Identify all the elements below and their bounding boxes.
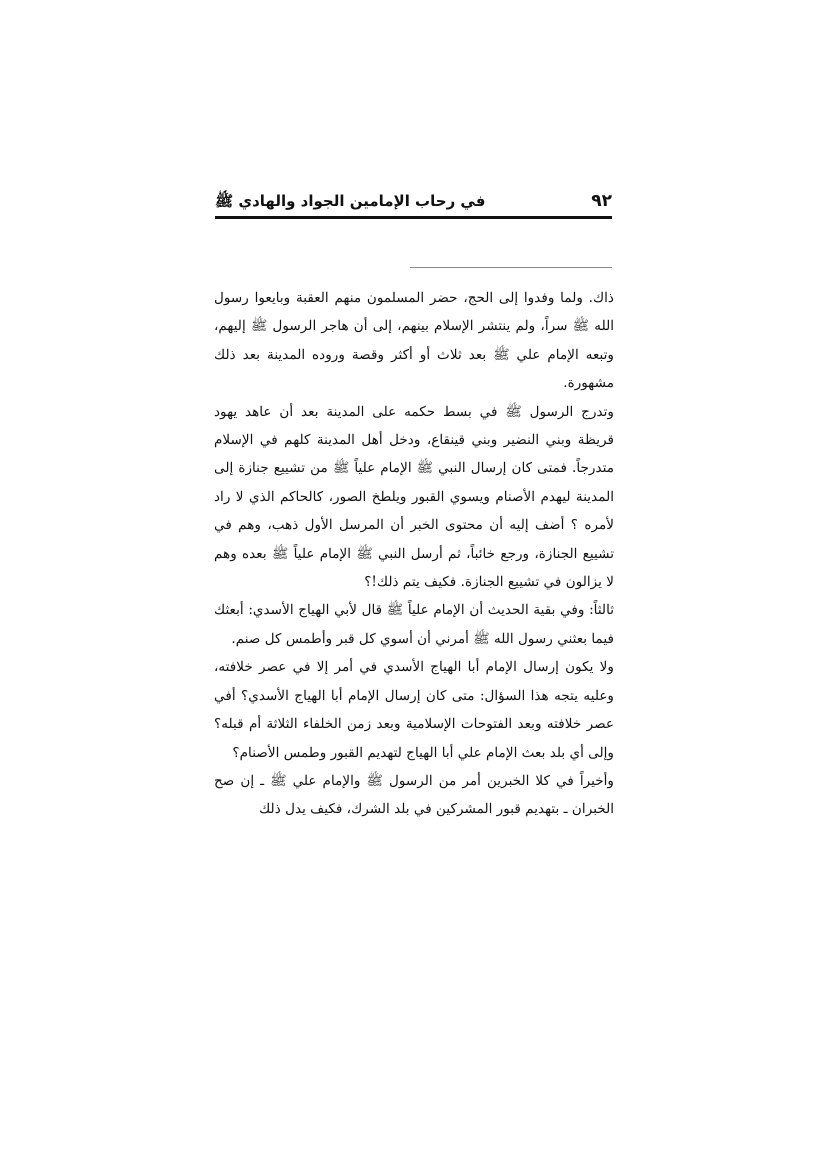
footnote-separator bbox=[410, 267, 612, 268]
paragraph-2: وتدرج الرسول ﷺ في بسط حكمه على المدينة بعد أن عاهد يهود قريظة وبني النضير وبني قينقاع، ودخل أهل المدينة كلهم في الإسلام متدرجاً. فمتى كان إرسال النبي ﷺ الإمام علياً ﷺ من تشييع جنازة إلى المدينة ليهدم الأصنام ويسوي القبور ويلطخ الصور، كالحاكم الذي لا راد لأمره ؟ أضف إليه أن محتوى الخبر أن المرسل الأول ذهب، وهم في تشييع الجنازة، ورجع خائباً، ثم أرسل النبي ﷺ الإمام علياً ﷺ بعده وهم لا يزالون في تشييع الجنازة. فكيف يتم ذلك!؟ bbox=[214, 403, 614, 591]
header-rule bbox=[215, 216, 612, 219]
paragraph-1: ذاك. ولما وفدوا إلى الحج، حضر المسلمون منهم العقبة وبايعوا رسول الله ﷺ سراً، ولم ينتشر الإسلام بينهم، إلى أن هاجر الرسول ﷺ إليهم، وتبعه الإمام علي ﷺ بعد ثلاث أو أكثر وقصة وروده المدينة بعد ذلك مشهورة. bbox=[214, 290, 614, 392]
paragraph-3: ثالثاً: وفي بقية الحديث أن الإمام علياً ﷺ قال لأبي الهياج الأسدي: أبعثك فيما بعثني رسول الله ﷺ أمرني أن أسوي كل قبر وأطمس كل صنم. bbox=[214, 602, 614, 647]
paragraph-5: وأخيراً في كلا الخبرين أمر من الرسول ﷺ والإمام علي ﷺ ـ إن صح الخبران ـ بتهديم قبور المشركين في بلد الشرك، فكيف يدل ذلك bbox=[214, 772, 614, 818]
paragraph-4: ولا يكون إرسال الإمام أبا الهياج الأسدي في أمر إلا في عصر خلافته، وعليه يتجه هذا السؤال: متى كان إرسال الإمام أبا الهياج الأسدي؟ أفي عصر خلافته وبعد الفتوحات الإسلامية وبعد زمن الخلفاء الثلاثة أم قبله؟ وإلى أي بلد بعث الإمام علي أبا الهياج لتهديم القبور وطمس الأصنام؟ bbox=[214, 659, 614, 761]
body-text bbox=[214, 284, 614, 824]
page-header bbox=[215, 188, 612, 218]
page-number: ٩٢ bbox=[591, 191, 612, 211]
running-title: في رحاب الإمامين الجواد والهادي ﷺ bbox=[215, 192, 486, 210]
